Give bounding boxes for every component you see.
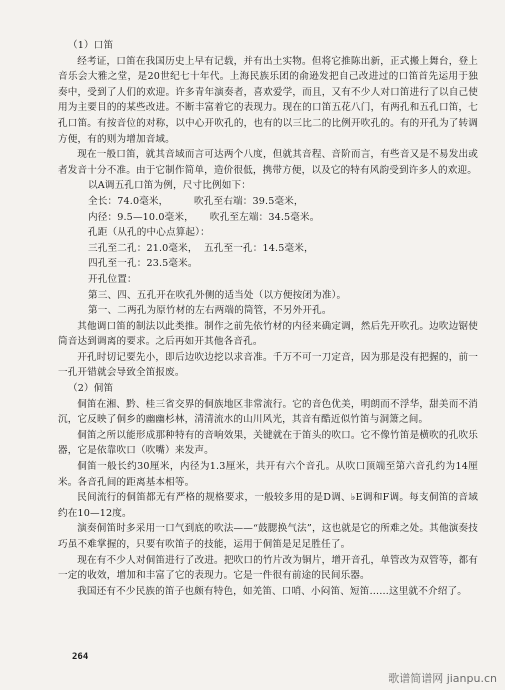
paragraph: 侗笛在湘、黔、桂三省交界的侗族地区非常流行。它的音色优美，明朗而不浮华，甜美而不消沉，它反映了侗乡的幽幽杉林，清清流水的山川风光，其音有酷近似竹笛与洞箫之间。 [58,398,478,426]
hole-position-title: 开孔位置： [88,273,137,285]
document-page [58,38,478,599]
spec-row: 内径：9.5—10.0毫米， 吹孔至左端：34.5毫米。 [88,211,320,223]
hole-position-row: 第三、四、五孔开在吹孔外侧的适当处（以方便按闭为准）。 [88,289,347,301]
paragraph: 经考证，口笛在我国历史上早有记载，并有出土实物。但将它推陈出新，正式搬上舞台，登上音乐会大雅之堂，是20世纪七十年代。上海民族乐团的俞逊发把自己改进过的口笛首先运用于独奏中，受到了人们的欢迎。许多青年演奏者，喜欢爱学，而且，又有不少人对口笛进行了以自己使用为主要目的的某些改进。不断丰富着它的表现力。现在的口笛五花八门，有两孔和五孔口笛，七孔口笛。有按音位的对称，以中心开吹孔的，也有的以三比二的比例开吹孔的。有的开孔为了转调方便，有的则为增加音域。 [58,55,478,145]
paragraph: 演奏侗笛时多采用一口气到底的吹法——“鼓腮换气法”，这也就是它的所难之处。其他演奏技巧虽不难掌握的，只要有吹笛子的技能，运用于侗笛是足足胜任了。 [58,523,478,550]
hole-distance-title: 孔距（从孔的中心点算起）： [88,227,210,239]
spec-row: 全长：74.0毫米， 吹孔至右端：39.5毫米， [88,195,304,207]
spec-intro: 以A调五孔口笛为例，尺寸比例如下： [88,180,251,192]
hole-position-row: 第一、二两孔为原竹材的左右两端的筒管，不另外开孔。 [88,305,332,317]
paragraph: 现在有不少人对侗笛进行了改进。把吹口的竹片改为铜片，增开音孔，单管改为双管等，都有一定的收效，增加和丰富了它的表现力。它是一件很有前途的民间乐器。 [58,554,478,582]
section-heading-dongdi: （2）侗笛 [68,383,114,395]
hole-distance-row: 三孔至二孔：21.0毫米， 五孔至一孔：14.5毫米， [88,242,314,254]
paragraph: 民间流行的侗笛都无有严格的规格要求，一般较多用的是D调、♭E调和F调。每支侗笛的音域约在10—12度。 [58,492,478,519]
paragraph: 侗笛之所以能形成那种特有的音响效果，关键就在于笛头的吹口。它不像竹笛是横吹的孔吹乐器，它是依靠吹口（吹嘴）来发声。 [58,429,478,457]
paragraph: 侗笛一般长约30厘米，内径为1.3厘米，共开有六个音孔。从吹口顶端至第六音孔约为14厘米。各音孔间的距离基本相等。 [58,461,478,488]
paragraph: 我国还有不少民族的笛子也颇有特色，如羌笛、口哨、小闷笛、短笛……这里就不介绍了。 [77,585,467,597]
site-watermark: 歌谱简谱网 jianpu.cn [388,672,497,685]
section-heading-koudi: （1）口笛 [68,40,114,51]
paragraph: 现在一般口笛，就其音域而言可达两个八度，但就其音程、音阶而言，有些音又是不易发出或者发音十分不准。由于它制作简单，造价很低，携带方便，以及它的特有风韵受到许多人的欢迎。 [58,149,478,176]
hole-distance-row: 四孔至一孔：23.5毫米。 [88,258,198,270]
paragraph: 开孔时切记要先小，即后边吹边挖以求音准。千万不可一刀定音，因为那是没有把握的，前一一孔开错就会导致全笛报废。 [58,351,478,379]
page-number: 264 [72,652,89,662]
paragraph: 其他调口笛的制法以此类推。制作之前先依竹材的内径来确定调，然后先开吹孔。边吹边锯使筒音达到调离的要求。之后再如开其他各音孔。 [58,320,478,348]
